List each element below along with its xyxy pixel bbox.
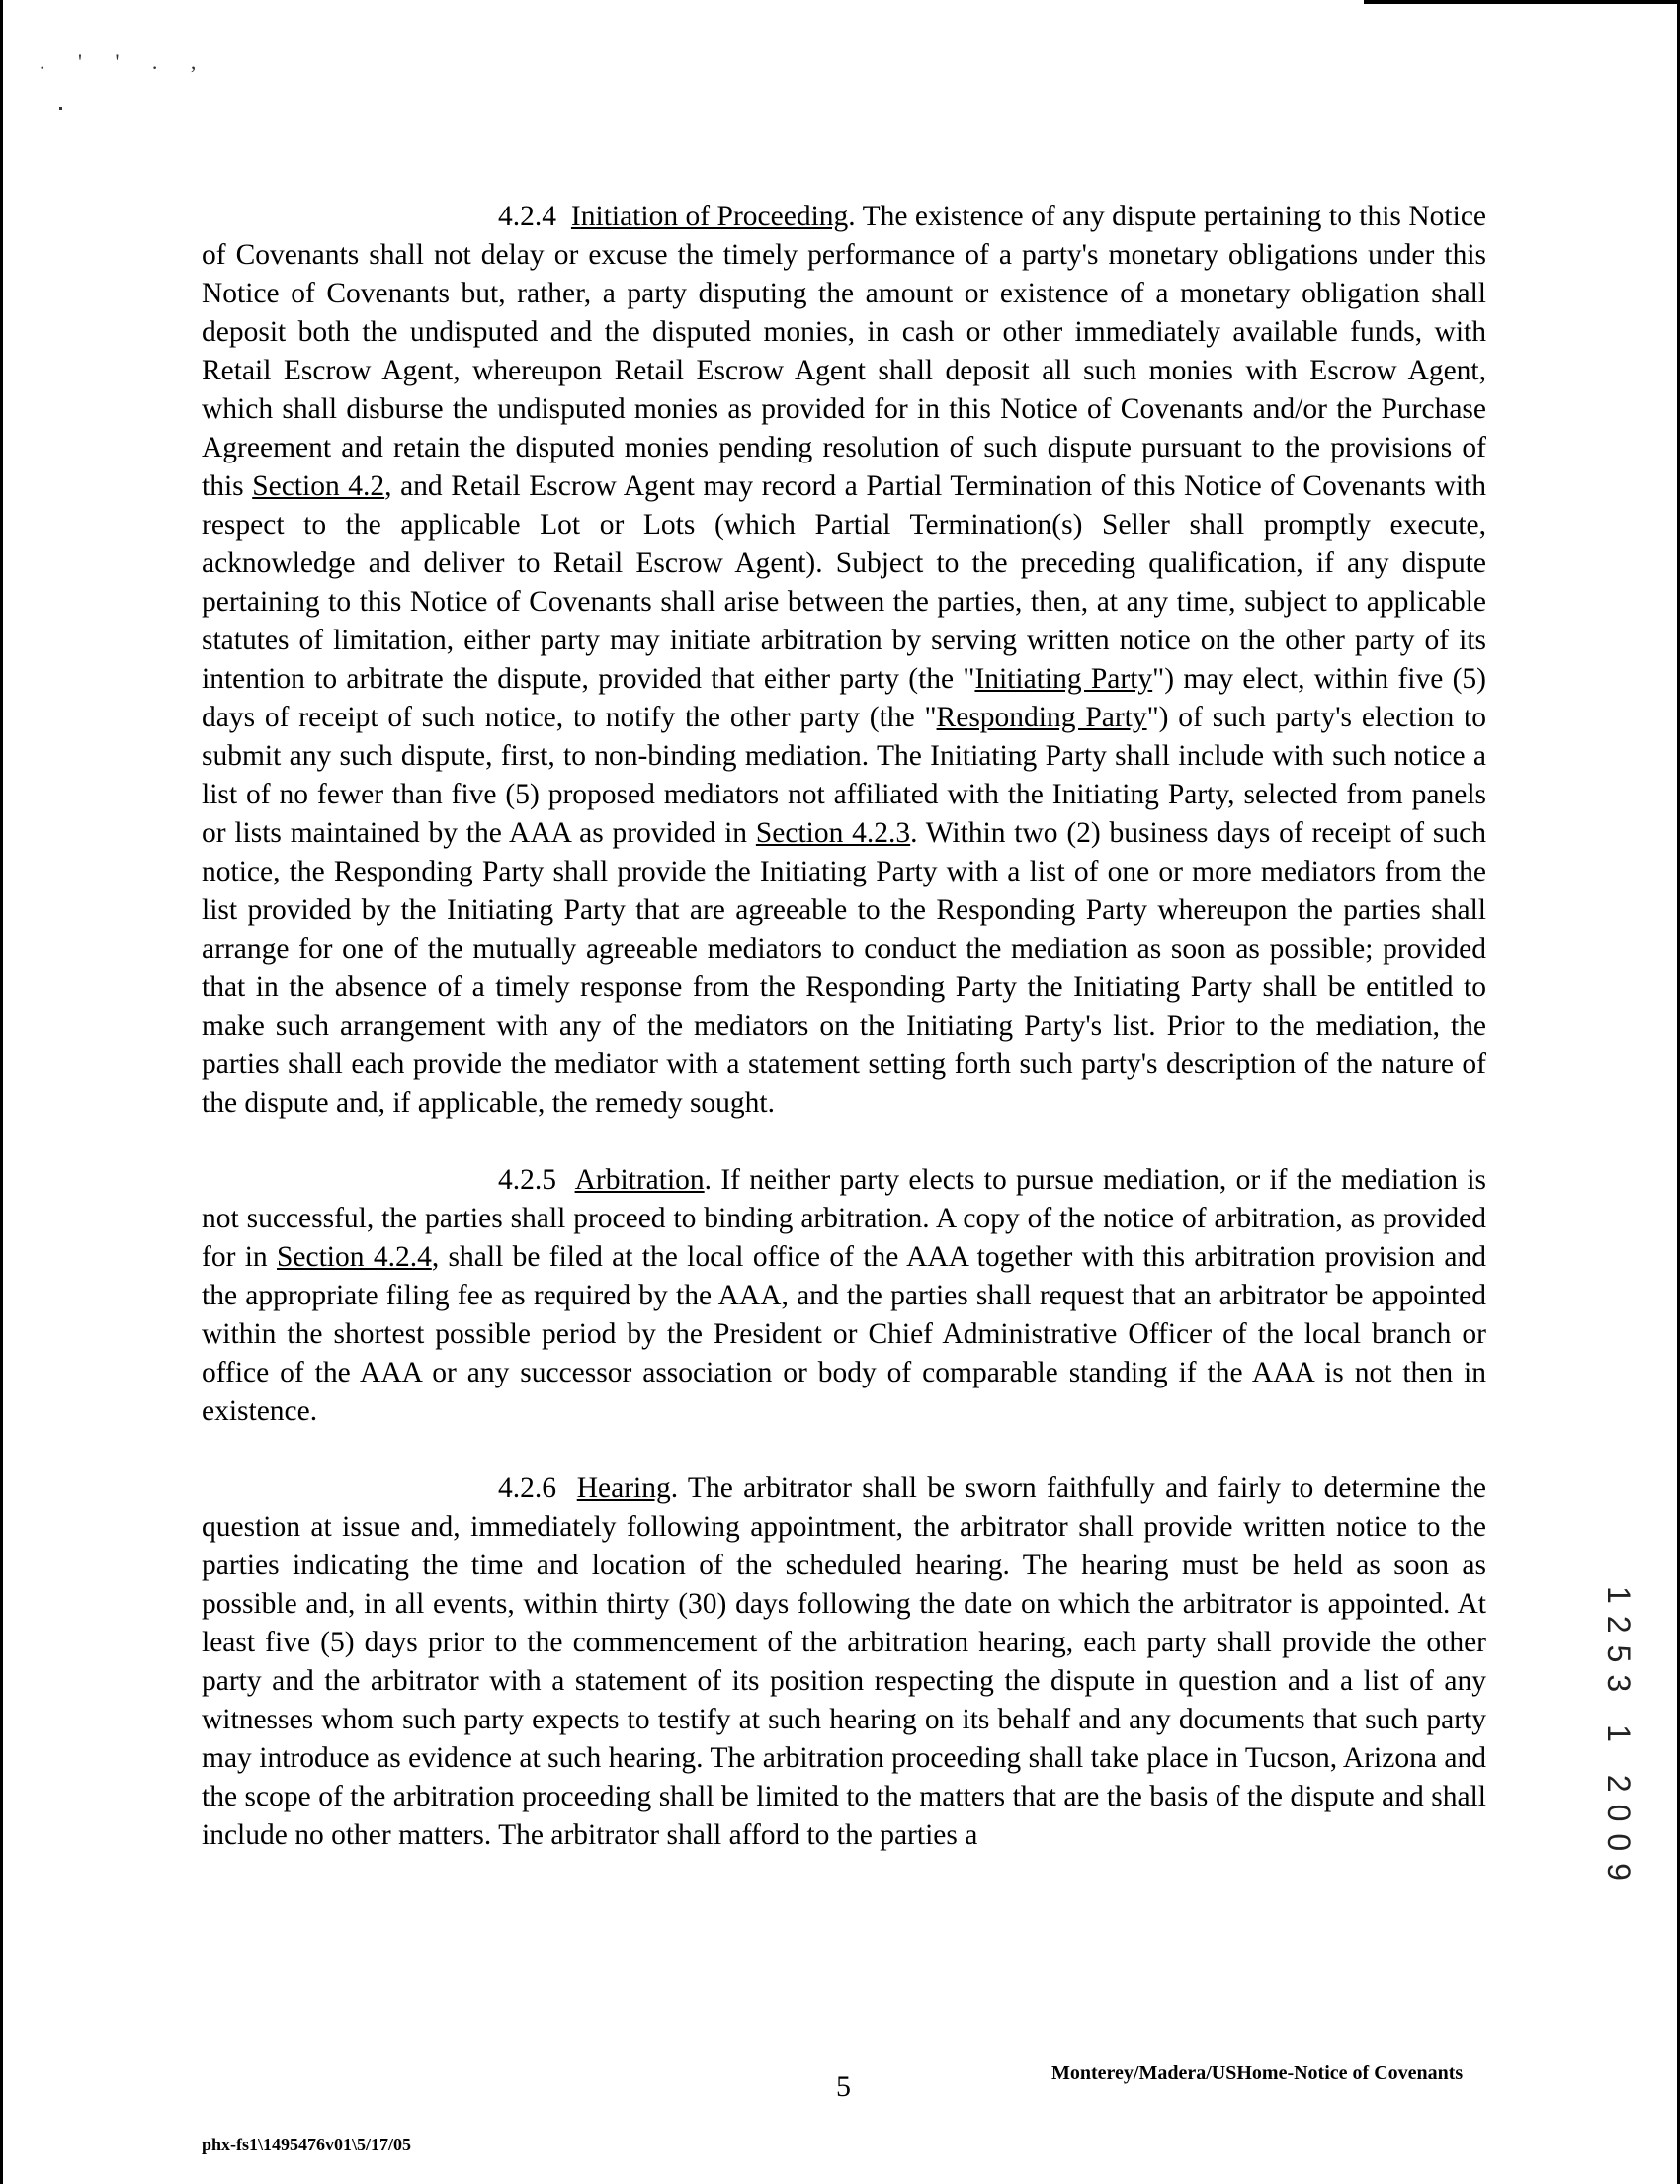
section-text: . The existence of any dispute pertaining to this Notice of Covenants shall not delay or excuse the timely performance of a party's monetary obligations under this Notice of Covenants but, rather, a party disputing the amount or existence of a monetary obligation shall deposit both the undisputed and the disputed monies, in cash or other immediately available funds, with Retail Escrow Agent, whereupon Retail Escrow Agent shall deposit all such monies with Escrow Agent, which shall disburse the undisputed monies as provided for in this Notice of Covenants and/or the Purchase Agreement and retain the disputed monies pending resolution of such dispute pursuant to the provisions of this — [202, 201, 1487, 502]
document-id: phx-fs1\1495476v01\5/17/05 — [202, 2135, 412, 2154]
section-text: . The arbitrator shall be sworn faithfully and fairly to determine the question at issue and, immediately following appointment, the arbitrator shall provide written notice to the parties indicating the time and location of the scheduled hearing. The hearing must be held as soon as possible and, in all events, within thirty (30) days following the date on which the arbitrator is appointed. At least five (5) days prior to the commencement of the arbitration hearing, each party shall provide the other party and the arbitrator with a statement of its position respecting the dispute in question and a list of any witnesses whom such party expects to testify at such hearing on its behalf and any documents that such party may introduce as evidence at such hearing. The arbitration proceeding shall take place in Tucson, Arizona and the scope of the arbitration proceeding shall be limited to the matters that are the basis of the dispute and shall include no other matters. The arbitrator shall afford to the parties a — [202, 1472, 1486, 1851]
scan-specks: . ' ' . , — [40, 49, 210, 74]
section-text: . Within two (2) business days of receipt of such notice, the Responding Party shall provide the Initiating Party with a list of one or more mediators from the list provided by the Initiating Party that are agreeable to the Responding Party whereupon the parties shall arrange for one of the mutually agreeable mediators to conduct the mediation as soon as possible; provided that in the absence of a timely response from the Responding Party the Initiating Party shall be entitled to make such arrangement with any of the mediators on the Initiating Party's list. Prior to the mediation, the parties shall each provide the mediator with a statement setting forth such party's description of the nature of the dispute and, if applicable, the remedy sought. — [202, 817, 1486, 1119]
section-reference: Section 4.2.3 — [755, 817, 911, 849]
running-footer: Monterey/Madera/USHome-Notice of Covenants — [1051, 2062, 1464, 2084]
section-reference: Section 4.2 — [252, 470, 385, 502]
defined-term: Initiating Party — [974, 663, 1153, 695]
section-4-2-6 — [202, 1470, 1486, 1855]
document-body — [202, 198, 1486, 1855]
section-number: 4.2.5 — [498, 1164, 556, 1196]
section-number: 4.2.4 — [498, 201, 556, 232]
defined-term: Responding Party — [936, 702, 1147, 733]
section-4-2-4 — [202, 198, 1486, 1123]
section-4-2-5 — [202, 1161, 1486, 1431]
section-text: ") of such party's election to submit any such dispute, first, to non-binding mediation. The Initiating Party shall include with such notice a list of no fewer than five (5) proposed mediators not affiliated with the Initiating Party, selected from panels or lists maintained by the AAA as provided in — [202, 702, 1486, 849]
page-edge-left — [0, 0, 3, 2184]
section-text: , shall be filed at the local office of the AAA together with this arbitration provision and the appropriate filing fee as required by the AAA, and the parties shall request that an arbitrator be appointed within the shortest possible period by the President or Chief Administrative Officer of the local branch or office of the AAA or any successor association or body of comparable standing if the AAA is not then in existence. — [202, 1241, 1486, 1427]
side-stamp-number — [1603, 1586, 1642, 1902]
scan-speck — [59, 107, 62, 110]
section-number: 4.2.6 — [498, 1472, 556, 1504]
side-stamp-text: 1253 1 2009 — [1601, 1586, 1637, 1892]
section-heading: Arbitration — [574, 1164, 705, 1196]
scan-artifact-line — [1364, 0, 1680, 4]
section-heading: Initiation of Proceeding — [570, 201, 849, 232]
section-text: . If neither party elects to pursue mediation, or if the mediation is not successful, the parties shall proceed to binding arbitration. A copy of the notice of arbitration, as provided for in — [202, 1164, 1486, 1273]
section-text: ") may elect, within five (5) days of receipt of such notice, to notify the other party (the " — [202, 663, 1487, 733]
section-text: , and Retail Escrow Agent may record a Partial Termination of this Notice of Covenants with respect to the applicable Lot or Lots (which Partial Termination(s) Seller shall promptly execute, acknowledge and deliver to Retail Escrow Agent). Subject to the preceding qualification, if any dispute pertaining to this Notice of Covenants shall arise between the parties, then, at any time, subject to applicable statutes of limitation, either party may initiate arbitration by serving written notice on the other party of its intention to arbitrate the dispute, provided that either party (the " — [202, 470, 1486, 695]
page-number: 5 — [836, 2070, 851, 2103]
section-heading: Hearing — [576, 1472, 671, 1504]
section-reference: Section 4.2.4 — [277, 1241, 432, 1273]
